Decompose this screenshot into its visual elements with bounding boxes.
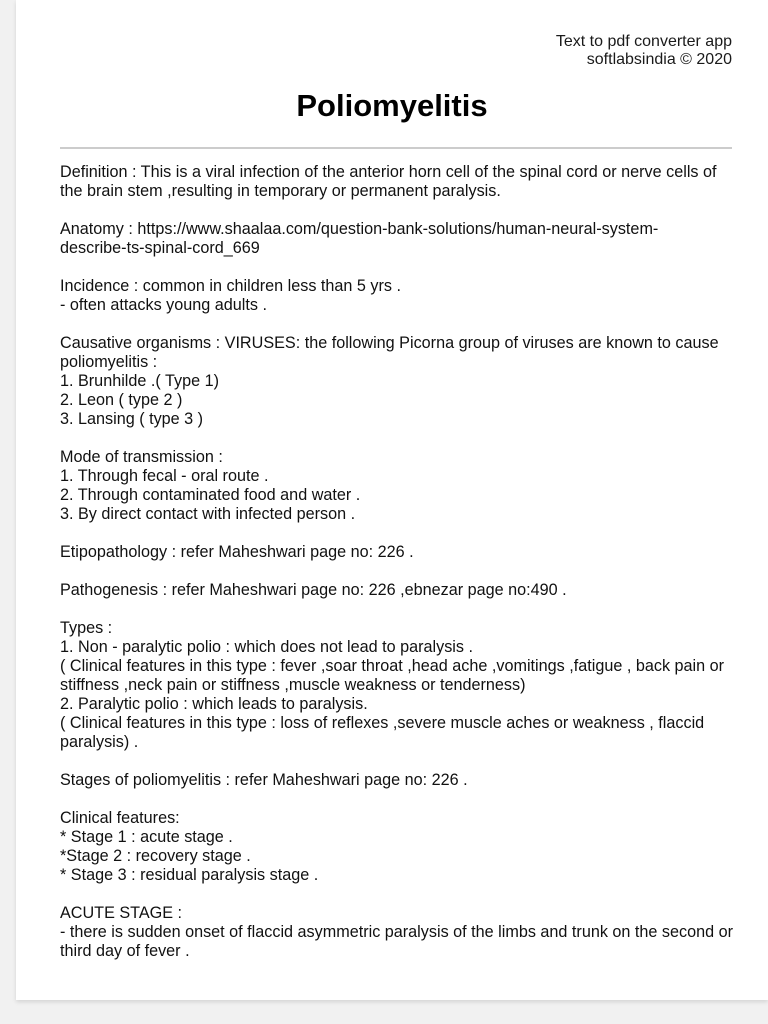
pathogenesis-text: Pathogenesis : refer Maheshwari page no: 226 ,ebnezar page no:490 .: [60, 581, 567, 599]
clinical-stage-item: *Stage 2 : recovery stage .: [60, 847, 251, 865]
pathogenesis-section: [60, 581, 740, 600]
paralytic-type: 2. Paralytic polio : which leads to paralysis.: [60, 695, 368, 713]
causative-section: [60, 334, 740, 429]
clinical-features-heading: Clinical features:: [60, 809, 180, 827]
non-paralytic-type: 1. Non - paralytic polio : which does not lead to paralysis .: [60, 638, 473, 656]
transmission-item: 3. By direct contact with infected person .: [60, 505, 356, 523]
acute-stage-section: [60, 904, 740, 961]
stages-section: [60, 771, 740, 790]
incidence-line: Incidence : common in children less than 5 yrs .: [60, 277, 401, 295]
types-heading: Types :: [60, 619, 113, 637]
app-name-line: Text to pdf converter app: [555, 33, 732, 50]
causative-item: 3. Lansing ( type 3 ): [60, 410, 204, 428]
clinical-features-section: [60, 809, 740, 885]
document-page: [16, 0, 768, 1000]
app-watermark: [556, 33, 732, 69]
causative-intro: Causative organisms : VIRUSES: the following Picorna group of viruses are known to cause poliomyelitis :: [60, 334, 719, 371]
acute-stage-heading: ACUTE STAGE :: [60, 904, 183, 922]
non-paralytic-features: ( Clinical features in this type : fever ,soar throat ,head ache ,vomitings ,fatigue , back pain or stiffness ,neck pain or stiffness ,muscle weakness or tenderness): [60, 657, 725, 694]
document-title: Poliomyelitis: [296, 88, 488, 123]
causative-item: 2. Leon ( type 2 ): [60, 391, 183, 409]
definition-text: Definition : This is a viral infection of the anterior horn cell of the spinal cord or nerve cells of the brain stem ,resulting in temporary or permanent paralysis.: [60, 163, 717, 200]
clinical-stage-item: * Stage 3 : residual paralysis stage .: [60, 866, 319, 884]
transmission-item: 2. Through contaminated food and water .: [60, 486, 361, 504]
anatomy-section: [60, 220, 740, 258]
anatomy-text-line-1: Anatomy : https://www.shaalaa.com/question-bank-solutions/human-neural-system-: [60, 220, 659, 238]
title-divider: [60, 147, 732, 149]
incidence-line: - often attacks young adults .: [60, 296, 267, 314]
etiopathology-section: [60, 543, 740, 562]
types-section: [60, 619, 740, 752]
incidence-section: [60, 277, 740, 315]
etiopathology-text: Etipopathology : refer Maheshwari page no: 226 .: [60, 543, 414, 561]
transmission-heading: Mode of transmission :: [60, 448, 223, 466]
anatomy-text-line-2: describe-ts-spinal-cord_669: [60, 239, 260, 257]
causative-item: 1. Brunhilde .( Type 1): [60, 372, 219, 390]
stages-text: Stages of poliomyelitis : refer Maheshwari page no: 226 .: [60, 771, 468, 789]
definition-section: [60, 163, 740, 201]
copyright-line: softlabsindia © 2020: [586, 51, 732, 68]
acute-stage-text: - there is sudden onset of flaccid asymmetric paralysis of the limbs and trunk on the second or third day of fever .: [60, 923, 734, 960]
transmission-item: 1. Through fecal - oral route .: [60, 467, 269, 485]
paralytic-features: ( Clinical features in this type : loss of reflexes ,severe muscle aches or weakness , flaccid paralysis) .: [60, 714, 705, 751]
document-body: [60, 163, 740, 980]
transmission-section: [60, 448, 740, 524]
clinical-stage-item: * Stage 1 : acute stage .: [60, 828, 233, 846]
